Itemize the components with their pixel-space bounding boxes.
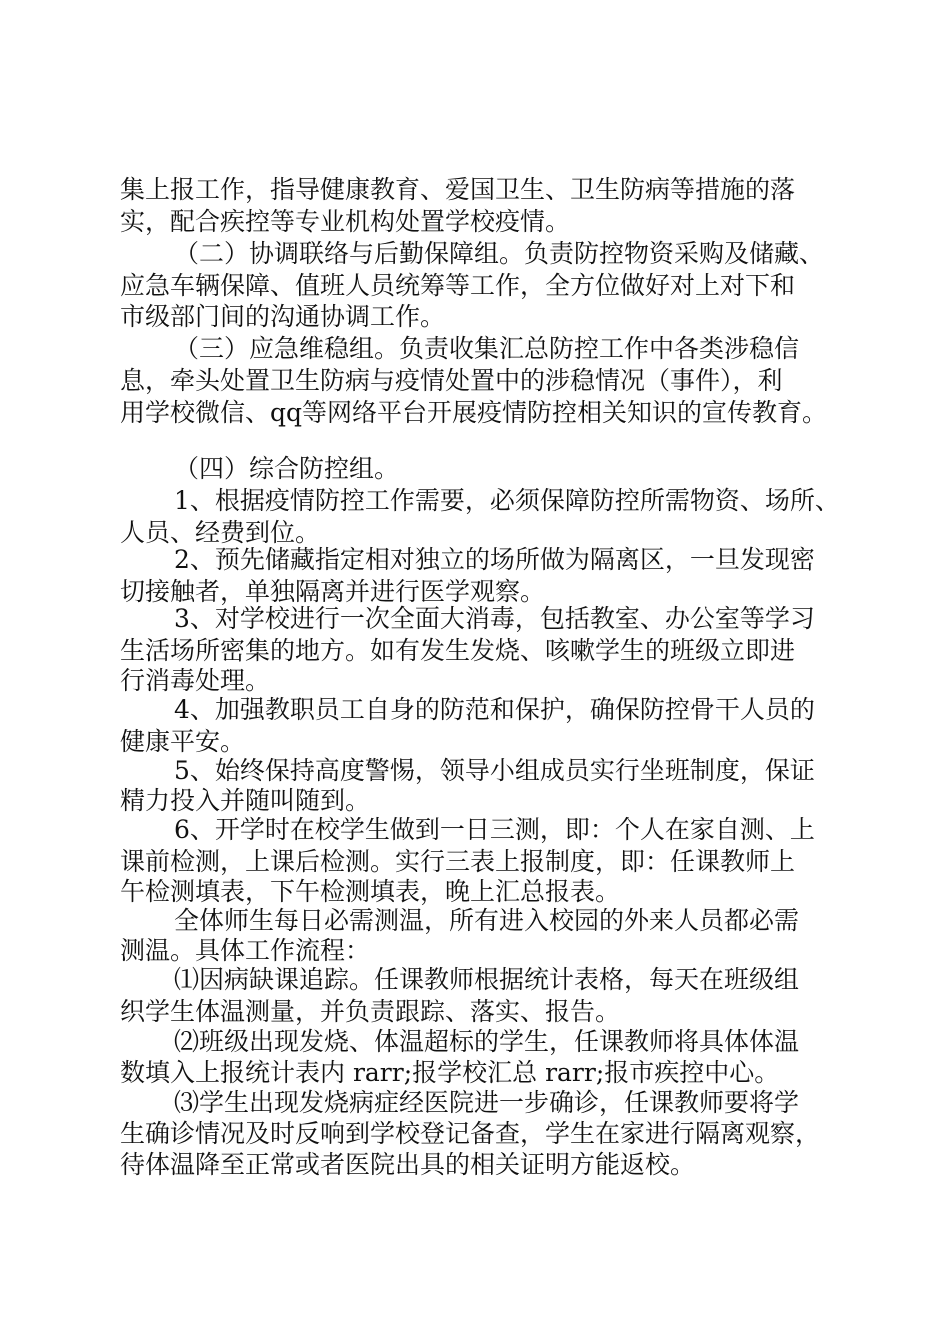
text-line: 课前检测，上课后检测。实行三表上报制度，即：任课教师上 <box>120 847 796 876</box>
text-line: 健康平安。 <box>120 727 246 756</box>
text-line: 6、开学时在校学生做到一日三测，即：个人在家自测、上 <box>174 815 815 844</box>
text-line: （四）综合防控组。 <box>174 454 400 483</box>
text-line: 息，牵头处置卫生防病与疫情处置中的涉稳情况（事件），利 <box>120 366 783 395</box>
text-line: 生活场所密集的地方。如有发生发烧、咳嗽学生的班级立即进 <box>120 636 796 665</box>
text-line: ⑵班级出现发烧、体温超标的学生，任课教师将具体体温 <box>174 1027 800 1056</box>
text-line: 切接触者，单独隔离并进行医学观察。 <box>120 577 546 606</box>
text-line: 数填入上报统计表内 rarr;报学校汇总 rarr;报市疾控中心。 <box>120 1058 780 1087</box>
text-line: 全体师生每日必需测温，所有进入校园的外来人员都必需 <box>174 906 800 935</box>
text-line: 市级部门间的沟通协调工作。 <box>120 302 446 331</box>
text-line: 集上报工作，指导健康教育、爱国卫生、卫生防病等措施的落 <box>120 175 796 204</box>
text-line: （二）协调联络与后勤保障组。负责防控物资采购及储藏、 <box>174 239 825 268</box>
text-line: 行消毒处理。 <box>120 666 271 695</box>
text-line: ⑴因病缺课追踪。任课教师根据统计表格，每天在班级组 <box>174 965 800 994</box>
text-line: ⑶学生出现发烧病症经医院进一步确诊，任课教师要将学 <box>174 1088 800 1117</box>
text-line: 2、预先储藏指定相对独立的场所做为隔离区，一旦发现密 <box>174 545 815 574</box>
text-line: 1、根据疫情防控工作需要，必须保障防控所需物资、场所、 <box>174 486 840 515</box>
text-line: 待体温降至正常或者医院出具的相关证明方能返校。 <box>120 1150 696 1179</box>
text-line: 生确诊情况及时反响到学校登记备查，学生在家进行隔离观察， <box>120 1119 821 1148</box>
text-line: 织学生体温测量，并负责跟踪、落实、报告。 <box>120 997 621 1026</box>
text-line: 午检测填表，下午检测填表，晚上汇总报表。 <box>120 877 621 906</box>
text-line: 实，配合疾控等专业机构处置学校疫情。 <box>120 207 571 236</box>
text-line: 精力投入并随叫随到。 <box>120 786 371 815</box>
text-line: （三）应急维稳组。负责收集汇总防控工作中各类涉稳信 <box>174 334 800 363</box>
text-line: 用学校微信、qq等网络平台开展疫情防控相关知识的宣传教育。 <box>120 398 828 427</box>
text-line: 应急车辆保障、值班人员统筹等工作，全方位做好对上对下和 <box>120 271 796 300</box>
text-line: 4、加强教职员工自身的防范和保护，确保防控骨干人员的 <box>174 695 815 724</box>
text-line: 人员、经费到位。 <box>120 518 321 547</box>
text-line: 测温。具体工作流程： <box>120 936 371 965</box>
text-line: 3、对学校进行一次全面大消毒，包括教室、办公室等学习 <box>174 604 815 633</box>
text-line: 5、始终保持高度警惕，领导小组成员实行坐班制度，保证 <box>174 756 815 785</box>
